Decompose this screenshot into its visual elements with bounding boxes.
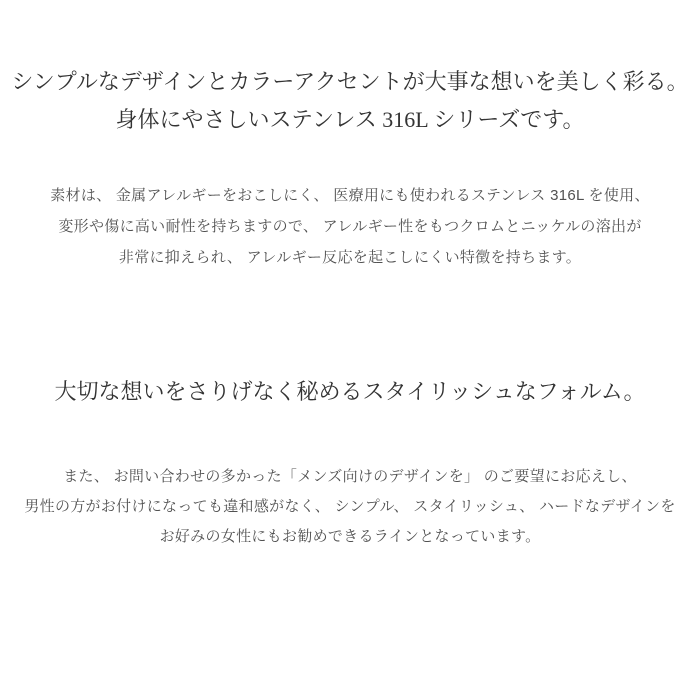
intro-heading-line-1: シンプルなデザインとカラーアクセントが大事な想いを美しく彩る。 xyxy=(11,69,689,94)
intro-heading-line-2: 身体にやさしいステンレス 316L シリーズです。 xyxy=(115,107,585,132)
intro-body-line-2: 変形や傷に高い耐性を持ちますので、 アレルギー性をもつクロムとニッケルの溶出が xyxy=(58,218,642,235)
design-body-line-3: お好みの女性にもお勧めできるラインとなっています。 xyxy=(159,528,541,545)
design-body-line-1: また、 お問い合わせの多かった「メンズ向けのデザインを」 のご要望にお応えし、 xyxy=(63,468,637,485)
design-body-line-2: 男性の方がお付けになっても違和感がなく、 シンプル、 スタイリッシュ、 ハードなデザインを xyxy=(24,498,676,515)
design-heading-line-1: 大切な想いをさりげなく秘めるスタイリッシュなフォルム。 xyxy=(54,379,646,404)
intro-body-line-3: 非常に抑えられ、 アレルギー反応を起こしにくい特徴を持ちます。 xyxy=(118,249,582,266)
intro-heading xyxy=(0,63,700,139)
intro-body-line-1: 素材は、 金属アレルギーをおこしにく、 医療用にも使われるステンレス 316L を使用、 xyxy=(50,187,650,204)
design-body-paragraph xyxy=(0,462,700,552)
intro-body-paragraph xyxy=(0,180,700,273)
design-heading xyxy=(0,373,700,411)
